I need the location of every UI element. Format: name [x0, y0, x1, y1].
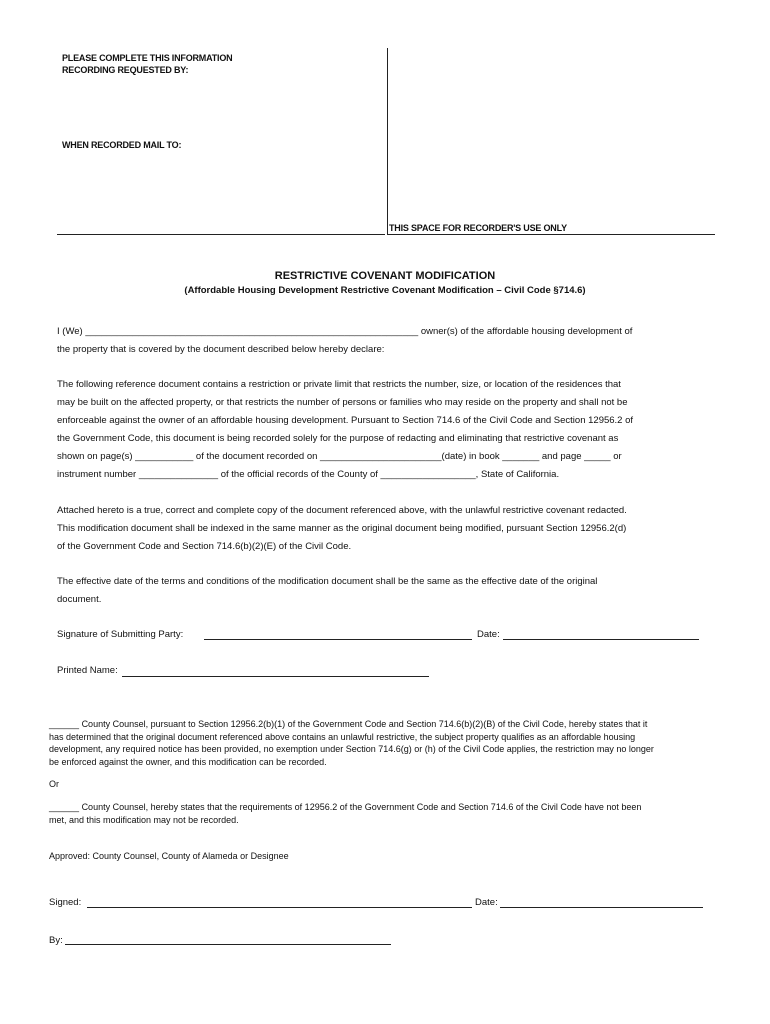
mail-to-label: WHEN RECORDED MAIL TO:: [62, 140, 182, 150]
date-label: Date:: [477, 629, 500, 640]
reference-line: the Government Code, this document is being recorded solely for the purpose of redacting and eliminating that restrictive covenant as: [57, 433, 619, 444]
right-header-rule: [388, 234, 715, 235]
attached-line: This modification document shall be indexed in the same manner as the original document being modified, pursuant Section 12956.2(d): [57, 523, 627, 534]
attached-line: of the Government Code and Section 714.6(b)(2)(E) of the Civil Code.: [57, 541, 352, 552]
signature-field[interactable]: [204, 639, 472, 640]
printed-name-field[interactable]: [122, 676, 429, 677]
declaration-line: the property that is covered by the document described below hereby declare:: [57, 344, 385, 355]
declaration-line: I (We) _______________________________________________________________ owner(s) of the affordable housing development of: [57, 326, 633, 337]
counsel-statement-deny: [49, 801, 729, 826]
counsel-line: [49, 718, 729, 731]
recording-info-heading: [62, 52, 232, 76]
counsel-line: development, any required notice has been provided, no exemption under Section 714.6(g) or (h) of the Civil Code applies, the restriction may no longer: [49, 744, 654, 754]
recording-requested-by-label: RECORDING REQUESTED BY:: [62, 65, 189, 75]
counsel-line: [49, 801, 729, 814]
effective-date-paragraph: [57, 573, 707, 609]
attached-line: Attached hereto is a true, correct and complete copy of the document referenced above, with the unlawful restrictive covenant redacted.: [57, 505, 627, 516]
recording-info-line1: PLEASE COMPLETE THIS INFORMATION: [62, 53, 233, 63]
reference-line: The following reference document contains a restriction or private limit that restricts the number, size, or location of the residences that: [57, 379, 621, 390]
date-field[interactable]: [503, 639, 699, 640]
counsel-line: has determined that the original document referenced above contains an unlawful restrictive, the subject property qualifies as an affordable housing: [49, 731, 636, 742]
reference-line: shown on page(s) ___________ of the document recorded on _______________________(date) in book _______ and page _____ or: [57, 451, 622, 462]
recorder-use-label: THIS SPACE FOR RECORDER'S USE ONLY: [389, 223, 567, 233]
counsel-statement-approve: [49, 718, 729, 768]
counsel-date-field[interactable]: [500, 907, 703, 908]
document-subtitle: (Affordable Housing Development Restrictive Covenant Modification – Civil Code §714.6): [184, 285, 586, 296]
counsel-checkbox-blank[interactable]: ______: [49, 802, 80, 812]
counsel-line-text: County Counsel, pursuant to Section 12956.2(b)(1) of the Government Code and Section 714.6(b)(2)(B) of the Civil Code, hereby states that it: [81, 719, 648, 729]
counsel-line: be enforced against the owner, and this modification can be recorded.: [49, 756, 327, 767]
attached-paragraph: [57, 502, 707, 556]
effective-line: document.: [57, 594, 102, 605]
by-label: By:: [49, 935, 63, 946]
declaration-paragraph: [57, 323, 707, 359]
by-field[interactable]: [65, 944, 391, 945]
counsel-checkbox-blank[interactable]: ______: [49, 719, 80, 729]
signed-field[interactable]: [87, 907, 472, 908]
header-divider: [387, 48, 388, 235]
document-title: RESTRICTIVE COVENANT MODIFICATION: [274, 270, 496, 282]
effective-line: The effective date of the terms and conditions of the modification document shall be the same as the effective date of the original: [57, 576, 598, 587]
counsel-line-text: County Counsel, hereby states that the requirements of 12956.2 of the Government Code and Section 714.6 of the Civil Code have not been: [81, 802, 642, 812]
printed-name-label: Printed Name:: [57, 665, 118, 676]
reference-line: enforceable against the owner of an affordable housing development. Pursuant to Section 714.6 of the Civil Code and Section 12956.2 of: [57, 415, 634, 426]
counsel-line: met, and this modification may not be recorded.: [49, 814, 239, 825]
reference-line: may be built on the affected property, or that restricts the number of persons or families who may reside on the property and shall not be: [57, 397, 628, 408]
signature-label: Signature of Submitting Party:: [57, 629, 184, 640]
left-header-rule: [57, 234, 385, 235]
approved-label: Approved: County Counsel, County of Alameda or Designee: [49, 851, 289, 861]
signed-label: Signed:: [49, 897, 82, 908]
or-label: Or: [49, 779, 59, 789]
reference-line: instrument number _______________ of the official records of the County of __________________, State of California.: [57, 469, 560, 480]
reference-paragraph: [57, 376, 707, 484]
counsel-date-label: Date:: [475, 897, 498, 908]
